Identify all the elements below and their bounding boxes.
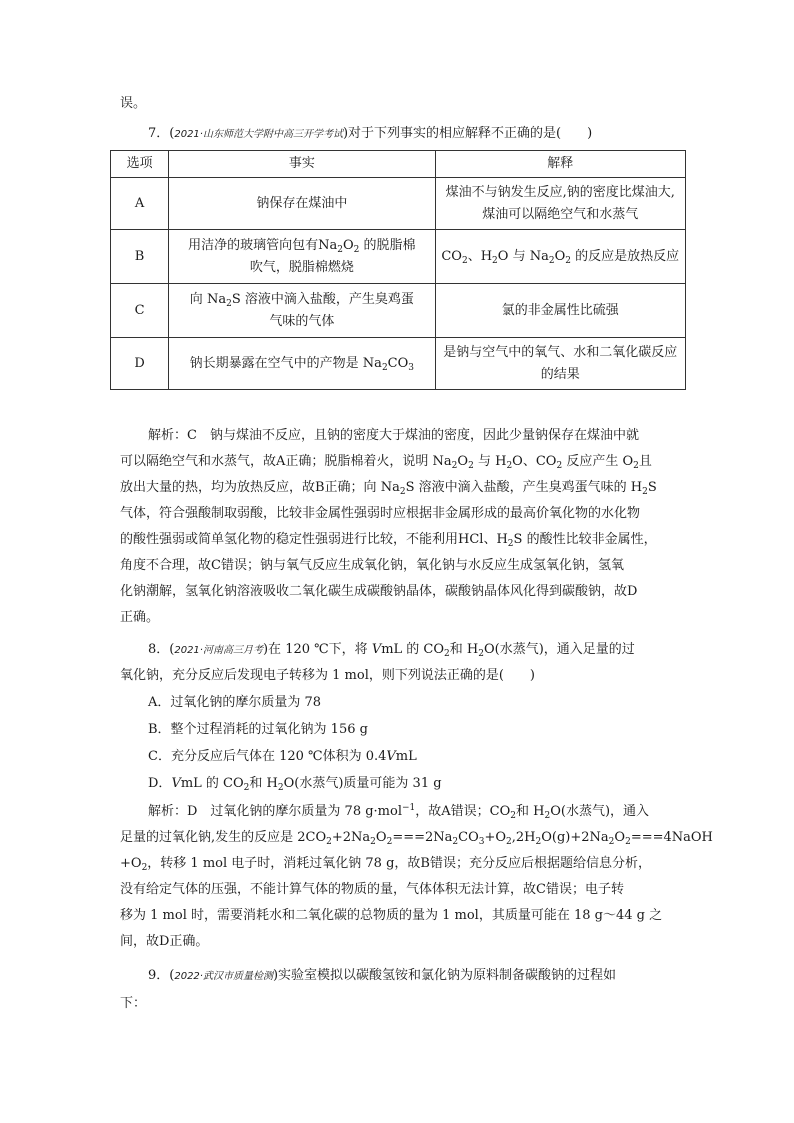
question-8-source: 2021·河南高三月考: [174, 645, 263, 656]
q8-analysis-line-3: $+O_2$，转移 1 mol 电子时，消耗过氧化钠 78 g，故B错误；充分反应后根据题给信息分析，: [120, 856, 651, 873]
row-a-explanation: 煤油不与钠发生反应,钠的密度比煤油大, 煤油可以隔绝空气和水蒸气: [435, 178, 686, 230]
row-d-option: D: [111, 338, 169, 390]
header-explanation: 解释: [435, 151, 686, 178]
row-c-explanation: 氯的非金属性比硫强: [435, 284, 686, 338]
row-d-explanation: 是钠与空气中的氧气、水和二氧化碳反应 的结果: [435, 338, 686, 390]
header-option: 选项: [111, 151, 169, 178]
row-c-option: C: [111, 284, 169, 338]
q7-analysis-line-4: 气体，符合强酸制取弱酸，比较非金属性强弱时应根据非金属形成的最高价氧化物的水化物: [120, 506, 641, 521]
table-row: [111, 178, 686, 230]
q7-analysis-line-3: 放出大量的热，均为放热反应，故B正确；向 $Na_2S$ 溶液中滴入盐酸，产生臭鸡蛋气味的 $H_2S$: [120, 480, 657, 497]
question-8-stem-2: 氧化钠，充分反应后发现电子转移为 1 mol，则下列说法正确的是( ): [120, 668, 535, 683]
option-a: A．过氧化钠的摩尔质量为 78: [148, 695, 322, 710]
q7-analysis-line-5: 的酸性强弱或简单氢化物的稳定性强弱进行比较，不能利用HCl、$H_2S$ 的酸性比较非金属性，: [120, 532, 657, 549]
row-b-option: B: [111, 230, 169, 284]
q8-analysis-line-5: 移为 1 mol 时，需要消耗水和二氧化碳的总物质的量为 1 mol，其质量可能在 18 g～44 g 之: [120, 908, 663, 923]
q7-analysis-line-1: 解析：C 钠与煤油不反应，且钠的密度大于煤油的密度，因此少量钠保存在煤油中就: [148, 428, 639, 443]
question-7-stem: 7．(2021·山东师范大学附中高三开学考试)对于下列事实的相应解释不正确的是( ): [148, 126, 593, 141]
option-c: C．充分反应后气体在 120 ℃体积为 0.4VmL: [148, 749, 417, 764]
question-9-stem-1: 9．(2022·武汉市质量检测)实验室模拟以碳酸氢铵和氯化钠为原料制备碳酸钠的过程如: [148, 968, 617, 983]
row-a-fact: 钠保存在煤油中: [169, 178, 435, 230]
question-9-source: 2022·武汉市质量检测: [174, 971, 273, 982]
question-7-source: 2021·山东师范大学附中高三开学考试: [174, 129, 343, 140]
question-8-stem-1: 8．(2021·河南高三月考)在 120 ℃下，将 VmL 的 $CO_2$和 $H_2O$(水蒸气)，通入足量的过: [148, 642, 635, 659]
q7-analysis-line-7: 化钠潮解，氢氧化钠溶液吸收二氧化碳生成碳酸钠晶体，碳酸钠晶体风化得到碳酸钠，故D: [120, 584, 638, 599]
table-row: [111, 338, 686, 390]
q8-analysis-line-4: 没有给定气体的压强，不能计算气体的物质的量，气体体积无法计算，故C错误；电子转: [120, 882, 624, 897]
row-d-fact: 钠长期暴露在空气中的产物是 $Na_2CO_3$: [169, 338, 435, 390]
continued-text: 误。: [120, 96, 147, 111]
table-header-row: [111, 151, 686, 178]
q7-analysis-line-2: 可以隔绝空气和水蒸气，故A正确；脱脂棉着火，说明 $Na_2O_2$ 与 $H_2O$、$CO_2$ 反应产生 $O_2$且: [120, 454, 652, 471]
table-row: [111, 284, 686, 338]
q8-analysis-line-2: 足量的过氧化钠,发生的反应是 $2CO_2+2Na_2O_2===2Na_2CO_3+O_2,2H_2O(g)+2Na_2O_2===4NaOH$: [120, 830, 713, 847]
row-b-fact: 用洁净的玻璃管向包有$Na_2O_2$ 的脱脂棉 吹气，脱脂棉燃烧: [169, 230, 435, 284]
q8-analysis-line-1: 解析：D 过氧化钠的摩尔质量为 78 g·mol$^{-1}$，故A错误；$CO_2$和 $H_2O$(水蒸气)，通入: [148, 803, 650, 821]
q7-analysis-line-6: 角度不合理，故C错误；钠与氧气反应生成氧化钠，氧化钠与水反应生成氢氧化钠，氢氧: [120, 558, 624, 573]
row-c-fact: 向 $Na_2S$ 溶液中滴入盐酸，产生臭鸡蛋 气味的气体: [169, 284, 435, 338]
option-d: D．VmL 的 $CO_2$和 $H_2O$(水蒸气)质量可能为 31 g: [148, 776, 442, 793]
option-b: B．整个过程消耗的过氧化钠为 156 g: [148, 722, 368, 737]
q8-analysis-line-6: 间，故D正确。: [120, 934, 209, 949]
row-a-option: A: [111, 178, 169, 230]
question-7-table: [110, 150, 686, 390]
row-b-explanation: $CO_2$、$H_2O$ 与 $Na_2O_2$ 的反应是放热反应: [435, 230, 686, 284]
question-9-stem-2: 下：: [120, 996, 147, 1011]
q7-analysis-line-8: 正确。: [120, 610, 160, 625]
header-fact: 事实: [169, 151, 435, 178]
table-row: [111, 230, 686, 284]
